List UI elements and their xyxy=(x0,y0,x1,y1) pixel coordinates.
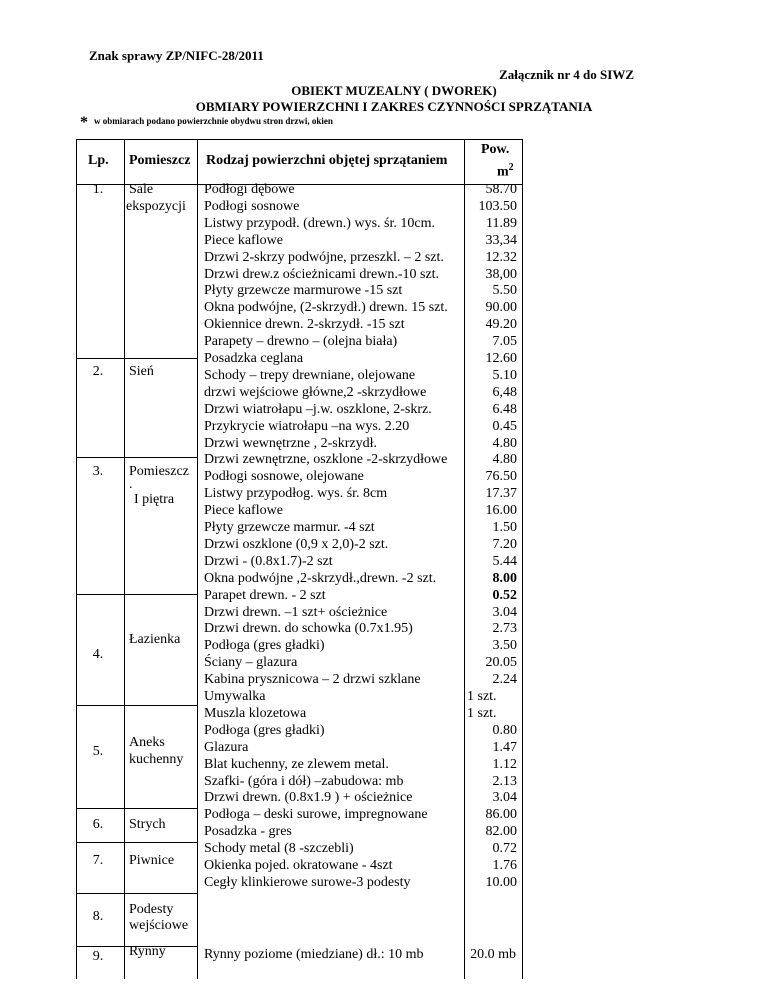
row-description: Drzwi drewn. (0.8x1.9 ) + ościeżnice xyxy=(204,790,413,806)
header-area-unit: m xyxy=(497,164,509,180)
row-description: Parapety – drewno – (olejna biała) xyxy=(204,334,398,350)
row-description: Listwy przypodł. (drewn.) wys. śr. 10cm. xyxy=(204,215,435,231)
row-area: 5.44 xyxy=(492,553,517,569)
row-description: Drzwi drewn. –1 szt+ ościeżnice xyxy=(204,604,388,620)
row-description: Drzwi drew.z ościeżnicami drewn.-10 szt. xyxy=(204,266,440,282)
row-area: 49.20 xyxy=(485,317,517,333)
header-area-sup: 2 xyxy=(508,162,514,173)
row-description: Podłogi sosnowe xyxy=(204,198,300,214)
group-8-room-line2: wejściowe xyxy=(129,918,189,933)
row-area: 17.37 xyxy=(485,486,517,502)
row-area: 1 szt. xyxy=(467,689,497,704)
group-4-room-line1: Łazienka xyxy=(129,632,181,647)
row-description: drzwi wejściowe główne,2 -skrzydłowe xyxy=(204,384,427,400)
header-area-line1: Pow. xyxy=(481,142,510,157)
group-sep-2 xyxy=(76,358,197,359)
row-description: Płyty grzewcze marmur. -4 szt xyxy=(204,520,375,535)
group-9-room-line1: Rynny xyxy=(129,944,166,959)
row-description: Okienka pojed. okratowane - 4szt xyxy=(204,858,393,873)
row-description: Drzwi wewnętrzne , 2-skrzydł. xyxy=(204,435,377,451)
row-area: 7.20 xyxy=(492,536,517,552)
row-description: Podłogi dębowe xyxy=(204,182,295,197)
group-8-room-line1: Podesty xyxy=(129,902,174,917)
row-description: Piece kaflowe xyxy=(204,503,283,519)
row-area: 33,34 xyxy=(485,232,517,248)
row-area: 1 szt. xyxy=(467,705,497,721)
row-area: 10.00 xyxy=(485,874,517,890)
row-area: 20.0 mb xyxy=(470,947,516,962)
row-area: 1.76 xyxy=(492,858,517,873)
col-line-3 xyxy=(464,139,465,979)
row-area: 3.04 xyxy=(492,790,517,806)
row-area: 1.12 xyxy=(492,756,517,772)
row-area: 3.50 xyxy=(492,638,517,654)
row-area: 8.00 xyxy=(492,570,517,586)
row-area: 6,48 xyxy=(492,384,517,400)
row-area: 2.24 xyxy=(492,672,517,688)
row-area: 12.60 xyxy=(485,351,517,366)
row-description: Parapet drewn. - 2 szt xyxy=(204,587,326,603)
row-area: 1.50 xyxy=(492,520,517,535)
row-area: 6.48 xyxy=(492,401,517,417)
row-area: 0.72 xyxy=(492,841,517,857)
annex-number: Załącznik nr 4 do SIWZ xyxy=(499,67,634,82)
row-area: 58.70 xyxy=(485,182,517,197)
group-4-lp: 4. xyxy=(92,647,104,662)
row-description: Kabina prysznicowa – 2 drzwi szklane xyxy=(204,672,421,688)
row-area: 16.00 xyxy=(485,503,517,519)
row-description: Blat kuchenny, ze zlewem metal. xyxy=(204,756,389,772)
row-area: 3.04 xyxy=(492,604,517,620)
footnote-text: w obmiarach podano powierzchnie obydwu stron drzwi, okien xyxy=(94,116,333,126)
group-5-lp: 5. xyxy=(92,744,104,759)
group-1-room-line2: ekspozycji xyxy=(126,199,186,214)
row-description: Okna podwójne ,2-skrzydł.,drewn. -2 szt. xyxy=(204,570,437,586)
header-lp: Lp. xyxy=(88,153,109,168)
row-area: 82.00 xyxy=(485,824,517,840)
row-description: Schody metal (8 -szczebli) xyxy=(204,841,354,857)
row-description: Drzwi drewn. do schowka (0.7x1.95) xyxy=(204,621,413,637)
header-area-line2 xyxy=(497,162,514,181)
col-line-4 xyxy=(522,139,523,979)
row-description: Rynny poziome (miedziane) dł.: 10 mb xyxy=(204,947,424,962)
row-area: 103.50 xyxy=(478,198,517,214)
group-sep-7 xyxy=(76,842,197,843)
row-description: Drzwi - (0.8x1.7)-2 szt xyxy=(204,553,333,569)
row-area: 0.45 xyxy=(492,418,517,434)
group-sep-5 xyxy=(76,705,197,706)
row-area: 7.05 xyxy=(492,334,517,350)
row-description: Piece kaflowe xyxy=(204,232,283,248)
group-sep-8 xyxy=(76,893,197,894)
row-description: Płyty grzewcze marmurowe -15 szt xyxy=(204,283,403,299)
row-description: Szafki- (góra i dół) –zabudowa: mb xyxy=(204,773,404,789)
row-description: Drzwi oszklone (0,9 x 2,0)-2 szt. xyxy=(204,536,389,552)
asterisk: * xyxy=(80,114,88,131)
header-room: Pomieszcz xyxy=(129,153,191,168)
row-area: 2.73 xyxy=(492,621,517,637)
col-line-1 xyxy=(124,139,125,979)
row-area: 4.80 xyxy=(492,435,517,451)
row-description: Drzwi zewnętrzne, oszklone -2-skrzydłowe xyxy=(204,452,448,468)
row-description: Muszla klozetowa xyxy=(204,705,307,721)
group-sep-3 xyxy=(76,457,197,458)
title-object: OBIEKT MUZEALNY ( DWOREK) xyxy=(291,83,497,98)
group-7-room-line1: Piwnice xyxy=(129,853,175,868)
group-sep-6 xyxy=(76,808,197,809)
group-3-lp: 3. xyxy=(92,464,104,479)
group-1-room-line1: Sale xyxy=(129,182,154,197)
group-3-room-line3: I piętra xyxy=(134,492,175,507)
row-description: Okiennice drewn. 2-skrzydł. -15 szt xyxy=(204,317,405,333)
row-description: Podłoga – deski surowe, impregnowane xyxy=(204,807,428,823)
row-area: 5.10 xyxy=(492,367,517,383)
group-7-lp: 7. xyxy=(92,853,104,868)
group-1-lp: 1. xyxy=(92,182,104,197)
group-3-room-line2: . xyxy=(129,477,133,492)
row-description: Umywalka xyxy=(204,689,266,704)
row-area: 86.00 xyxy=(485,807,517,823)
row-area: 11.89 xyxy=(486,215,517,231)
row-description: Listwy przypodłog. wys. śr. 8cm xyxy=(204,486,388,502)
header-description: Rodzaj powierzchni objętej sprzątaniem xyxy=(206,153,448,168)
table-top-line xyxy=(76,139,523,140)
row-area: 90.00 xyxy=(485,300,517,316)
row-description: Drzwi wiatrołapu –j.w. oszklone, 2-skrz. xyxy=(204,401,432,417)
row-description: Podłoga (gres gładki) xyxy=(204,722,325,738)
row-description: Podłoga (gres gładki) xyxy=(204,638,325,654)
row-description: Schody – trepy drewniane, olejowane xyxy=(204,367,416,383)
row-description: Cegły klinkierowe surowe-3 podesty xyxy=(204,874,411,890)
row-area: 5.50 xyxy=(492,283,517,299)
row-description: Drzwi 2-skrzy podwójne, przeszkl. – 2 szt. xyxy=(204,249,444,265)
group-8-lp: 8. xyxy=(92,909,104,924)
row-area: 0.80 xyxy=(492,722,517,738)
row-area: 2.13 xyxy=(492,773,517,789)
group-3-room-line1: Pomieszcz xyxy=(129,464,189,479)
group-sep-4 xyxy=(76,594,197,595)
col-line-2 xyxy=(197,139,198,979)
row-description: Posadzka - gres xyxy=(204,824,292,840)
row-description: Glazura xyxy=(204,739,249,755)
group-5-room-line1: Aneks xyxy=(129,735,165,750)
footnote xyxy=(80,114,333,132)
group-2-lp: 2. xyxy=(92,364,104,379)
group-9-lp: 9. xyxy=(92,949,104,964)
group-6-lp: 6. xyxy=(92,817,104,832)
row-area: 38,00 xyxy=(485,266,517,282)
title-measurements: OBMIARY POWIERZCHNI I ZAKRES CZYNNOŚCI SPRZĄTANIA xyxy=(195,99,593,114)
group-2-room-line1: Sień xyxy=(129,364,154,379)
group-5-room-line2: kuchenny xyxy=(129,752,184,767)
row-area: 20.05 xyxy=(485,655,517,671)
row-area: 4.80 xyxy=(492,452,517,468)
col-line-0 xyxy=(76,139,77,979)
row-description: Posadzka ceglana xyxy=(204,351,304,366)
row-area: 0.52 xyxy=(492,587,517,603)
row-description: Podłogi sosnowe, olejowane xyxy=(204,469,364,485)
row-area: 1.47 xyxy=(492,739,517,755)
case-number: Znak sprawy ZP/NIFC-28/2011 xyxy=(89,48,264,63)
group-6-room-line1: Strych xyxy=(129,817,166,832)
row-description: Okna podwójne, (2-skrzydł.) drewn. 15 szt. xyxy=(204,300,448,316)
row-area: 12.32 xyxy=(485,249,517,265)
row-description: Przykrycie wiatrołapu –na wys. 2.20 xyxy=(204,418,410,434)
row-description: Ściany – glazura xyxy=(204,655,298,671)
row-area: 76.50 xyxy=(485,469,517,485)
